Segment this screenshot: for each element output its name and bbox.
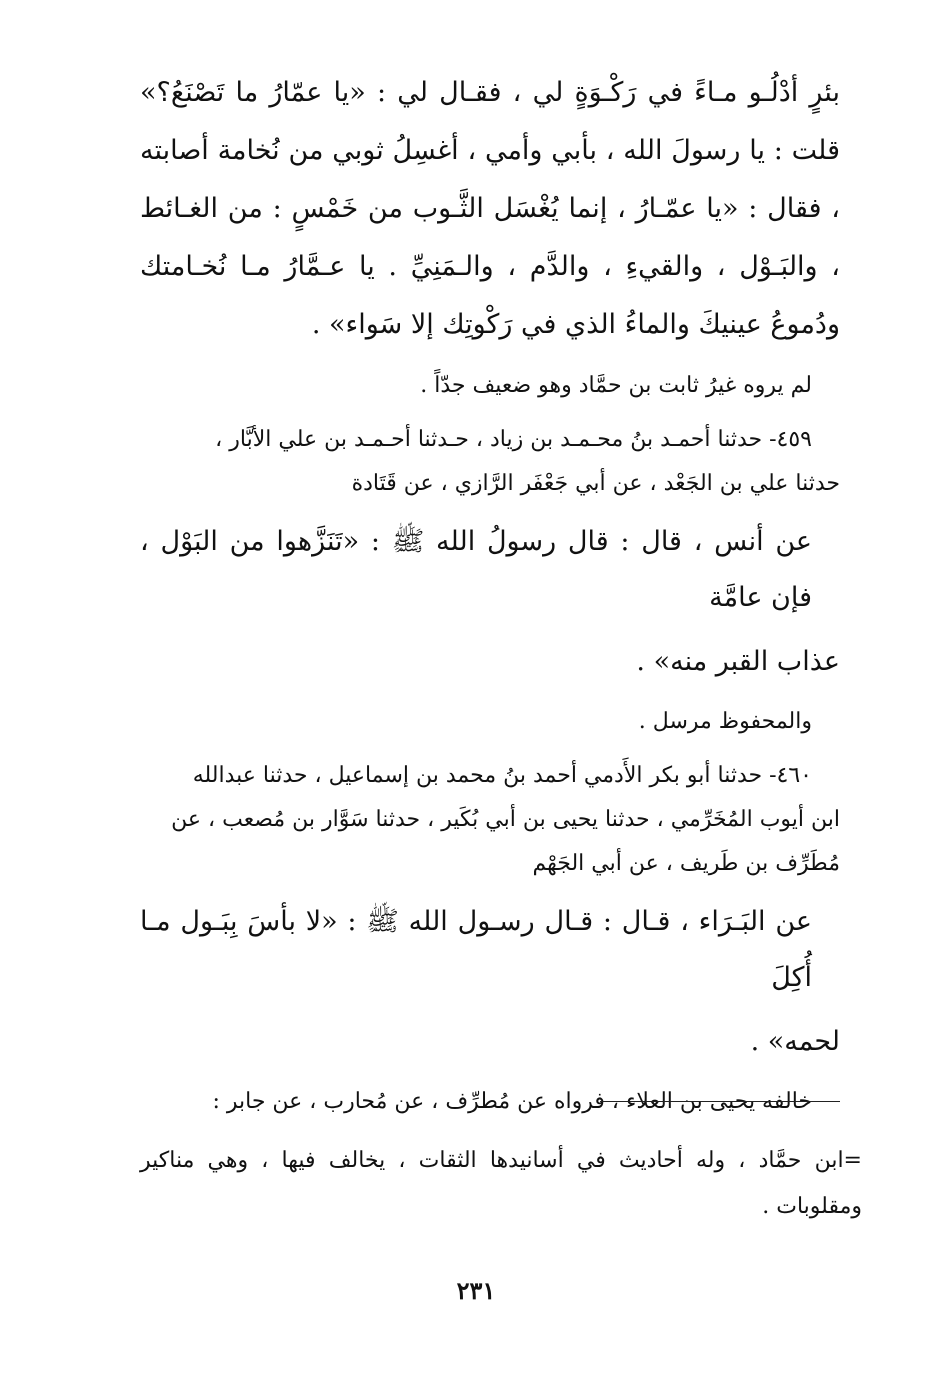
hadith-460-isnad-line: مُطَرِّف بن طَريف ، عن أبي الجَهْم (532, 851, 840, 876)
hadith-459-matn-line: عذاب القبر منه» . (636, 646, 840, 677)
hadith-459-isnad-line: حدثنا علي بن الجَعْد ، عن أبي جَعْفَر الرَّازي ، عن قَتَادة (351, 471, 840, 496)
hadith-459 (140, 418, 840, 690)
hadith-459-matn-line: عن أنس ، قال : قال رسولُ الله ﷺ : «تَنَزَّهوا من البَوْل ، فإن عامَّة (140, 526, 812, 613)
footnote-text: =ابن حمَّاد ، وله أحاديث في أسانيدها الثقات ، يخالف فيها ، وهي مناكير ومقلوبات . (140, 1148, 862, 1219)
hadith-460-matn-line: لحمه» . (750, 1026, 840, 1057)
footnote-divider (600, 1101, 840, 1102)
page-body (140, 64, 840, 1134)
commentary-line: والمحفوظ مرسل . (638, 709, 812, 734)
hadith-460-isnad-line: ٤٦٠- حدثنا أبو بكر الأَدمي أحمد بنُ محمد بن إسماعيل ، حدثنا عبدالله (192, 763, 812, 788)
commentary-line: خالفه يحيى بن العلاء ، فرواه عن مُطرِّف ، عن مُحارب ، عن جابر : (212, 1089, 812, 1114)
page-number: ٢٣١ (456, 1276, 496, 1305)
hadith-460-isnad-line: ابن أيوب المُخَرِّمي ، حدثنا يحيى بن أبي بُكَير ، حدثنا سَوَّار بن مُصعب ، عن (171, 807, 840, 832)
hadith-continuation-paragraph: بئرٍ أدْلُـو مـاءً في رَكْـوَةٍ لي ، فقـال لي : «يا عمّارُ ما تَصْنَعُ؟» قلت : يا رسولَ الله ، بأبي وأمي ، أغسِلُ ثوبي من نُخامة أصابته ، فقال : «يا عمّـارُ ، إنما يُغْسَل الثَّـوب من خَمْسٍ : من الغـائط ، والبَـوْل ، والقيءِ ، والدَّم ، والـمَنِيِّ . يا عـمَّارُ مـا نُخـامتك ودُموعُ عينيكَ والماءُ الذي في رَكْوتِك إلا سَواء» . (140, 77, 840, 340)
commentary-line: لم يروه غيرُ ثابت بن حمَّاد وهو ضعيف جدّاً . (420, 373, 812, 398)
hadith-459-isnad-line: ٤٥٩- حدثنا أحمـد بنُ محـمـد بن زياد ، حـدثنا أحـمـد بن علي الأبَّار ، (215, 427, 812, 452)
hadith-460-matn-line: عن البَـرَاء ، قـال : قـال رسـول الله ﷺ : «لا بأسَ بِبَـول مـا أُكِلَ (140, 906, 812, 993)
hadith-460 (140, 754, 840, 1070)
